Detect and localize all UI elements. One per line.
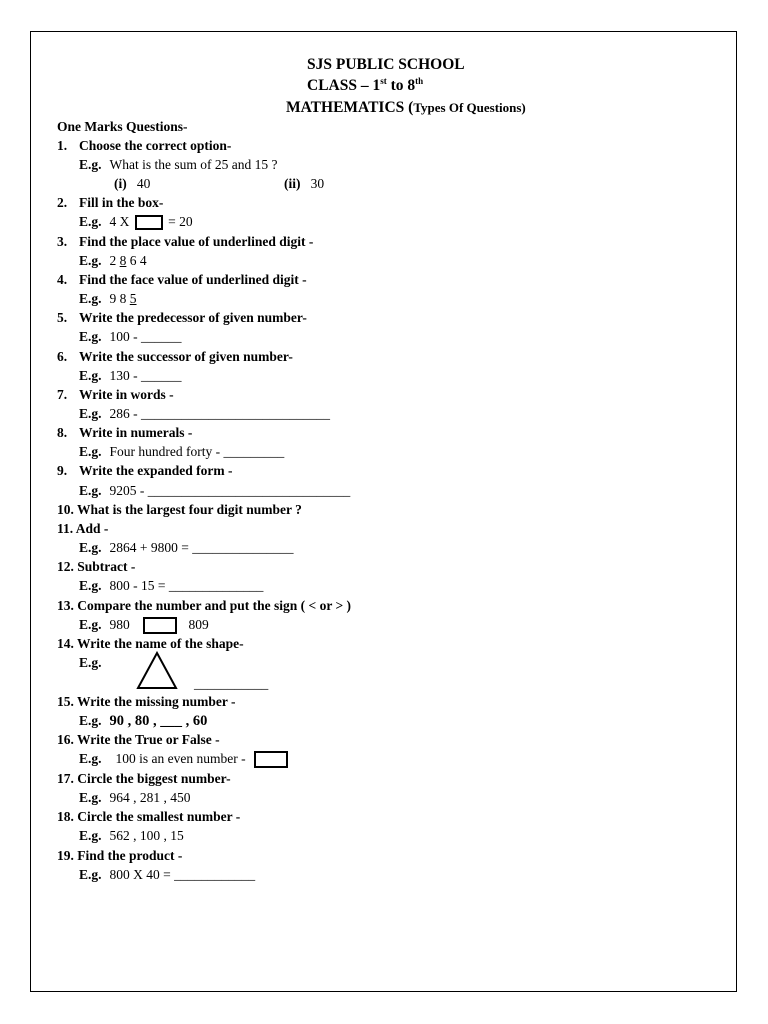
q4-number: 4. [57,272,68,287]
q9-number: 9. [57,463,68,478]
q3-number: 3. [57,234,68,249]
q6-text: Write the successor of given number- [79,349,293,364]
q14-answer-blank: ___________ [194,676,269,691]
q16-text: 16. Write the True or False - [57,732,220,747]
q7-example: E.g. 286 - ____________________________ [79,406,331,421]
q2-number: 2. [57,195,68,210]
q15-example: E.g. 90 , 80 , ___ , 60 [79,713,208,729]
q12-example: E.g. 800 - 15 = ______________ [79,578,264,593]
subject-title: MATHEMATICS (Types Of Questions) [286,99,526,116]
q4-text: Find the face value of underlined digit - [79,272,307,287]
q14-example-label: E.g. [79,655,102,670]
q8-text: Write in numerals - [79,425,193,440]
q9-example: E.g. 9205 - ______________________________ [79,483,351,498]
q6-example: E.g. 130 - ______ [79,368,182,383]
q17-example: E.g. 964 , 281 , 450 [79,790,191,805]
q7-text: Write in words - [79,387,174,402]
school-name: SJS PUBLIC SCHOOL [307,56,465,73]
q2-example: E.g. 4 X = 20 [79,214,193,229]
q1-number: 1. [57,138,68,153]
q15-text: 15. Write the missing number - [57,694,236,709]
q1-example: E.g. What is the sum of 25 and 15 ? [79,157,278,172]
answer-box [135,215,163,230]
q14-text: 14. Write the name of the shape- [57,636,244,651]
true-false-box [254,751,288,768]
section-title: One Marks Questions- [57,119,188,134]
q5-number: 5. [57,310,68,325]
q8-example: E.g. Four hundred forty - _________ [79,444,285,459]
q11-text: 11. Add - [57,521,109,536]
q13-text: 13. Compare the number and put the sign ( < or > ) [57,598,352,613]
q5-text: Write the predecessor of given number- [79,310,307,325]
q7-number: 7. [57,387,68,402]
q1-option-1: (i) 40 [114,176,151,191]
q12-text: 12. Subtract - [57,559,136,574]
compare-sign-box [143,617,177,634]
q1-option-2: (ii) 30 [284,176,325,191]
q3-example: E.g. 2 8 6 4 [79,253,147,268]
q11-example: E.g. 2864 + 9800 = _______________ [79,540,294,555]
triangle-shape-icon [135,651,179,691]
q10-text: 10. What is the largest four digit number ? [57,502,302,517]
q6-number: 6. [57,349,68,364]
q13-example: E.g. 980 809 [79,617,209,634]
q5-example: E.g. 100 - ______ [79,329,182,344]
q18-example: E.g. 562 , 100 , 15 [79,828,184,843]
q19-example: E.g. 800 X 40 = ____________ [79,867,256,882]
q9-text: Write the expanded form - [79,463,233,478]
q17-text: 17. Circle the biggest number- [57,771,231,786]
q3-text: Find the place value of underlined digit - [79,234,314,249]
q18-text: 18. Circle the smallest number - [57,809,241,824]
class-range: CLASS – 1st to 8th [307,76,424,94]
q2-text: Fill in the box- [79,195,164,210]
q16-example: E.g. 100 is an even number - [79,751,288,768]
q1-text: Choose the correct option- [79,138,232,153]
q4-example: E.g. 9 8 5 [79,291,137,306]
q8-number: 8. [57,425,68,440]
q19-text: 19. Find the product - [57,848,183,863]
